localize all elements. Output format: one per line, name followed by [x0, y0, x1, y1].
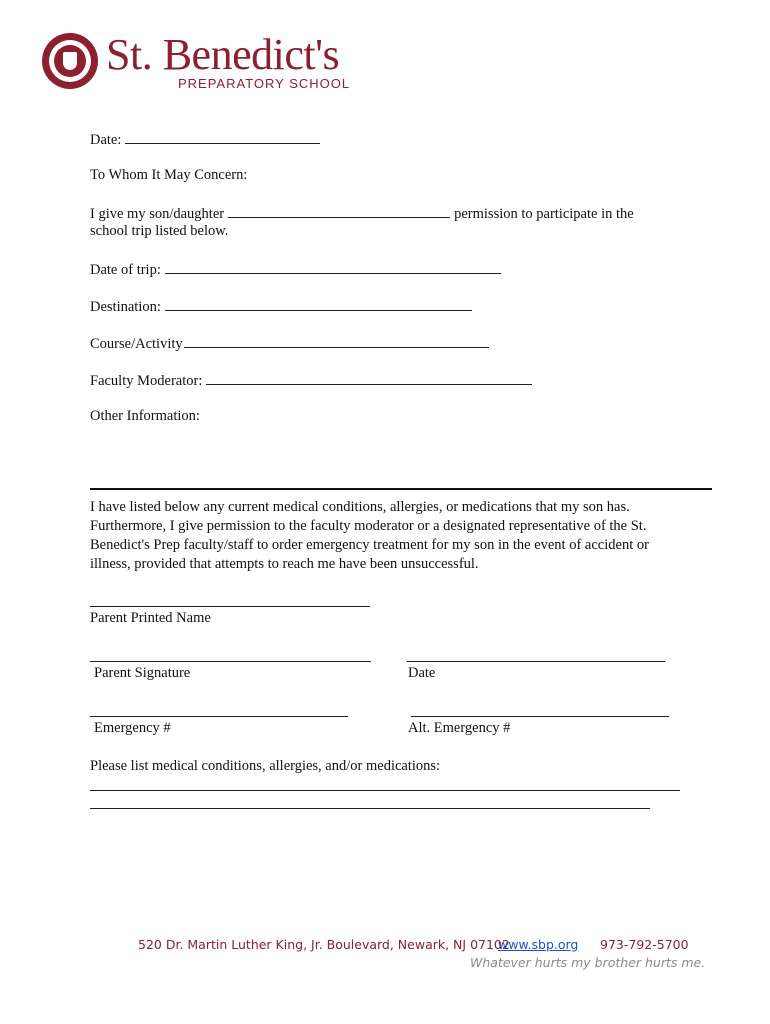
student-name-field[interactable] [228, 203, 450, 218]
footer-website-link[interactable]: www.sbp.org [498, 937, 579, 952]
medical-line-1[interactable] [90, 790, 680, 791]
school-subtitle: PREPARATORY SCHOOL [178, 76, 351, 91]
trip-date-row [90, 259, 501, 280]
medical-line-2[interactable] [90, 808, 650, 809]
parent-signature-label: Parent Signature [94, 665, 191, 681]
consent-paragraph: I have listed below any current medical conditions, allergies, or medications that my son has. Furthermore, I give permission to the faculty moderator or a designated representative of the St. Benedict's Prep faculty/staff to order emergency treatment for my son in the event of accident or illness, provided that attempts to reach me have been unsuccessful. [90, 499, 649, 572]
course-label: Course/Activity [90, 336, 183, 352]
footer-website-wrap [498, 937, 578, 952]
section-divider [90, 488, 712, 490]
footer-tagline: Whatever hurts my brother hurts me. [470, 955, 706, 970]
destination-label: Destination: [90, 299, 161, 315]
date-row [90, 129, 320, 150]
trip-date-label: Date of trip: [90, 262, 161, 278]
destination-field[interactable] [165, 296, 472, 311]
footer-phone: 973-792-5700 [600, 937, 689, 952]
permission-line2: school trip listed below. [90, 223, 229, 239]
destination-row [90, 296, 472, 317]
other-info-label: Other Information: [90, 408, 200, 424]
permission-suffix: permission to participate in the [454, 206, 634, 222]
permission-row [90, 203, 634, 224]
permission-prefix: I give my son/daughter [90, 206, 225, 222]
school-seal-icon [42, 33, 98, 89]
moderator-label: Faculty Moderator: [90, 373, 203, 389]
parent-printed-name-label: Parent Printed Name [90, 610, 211, 626]
emergency-label: Emergency # [94, 720, 171, 736]
moderator-row [90, 370, 532, 391]
school-name: St. Benedict's [106, 30, 340, 79]
medical-list-label: Please list medical conditions, allergies, and/or medications: [90, 758, 441, 774]
parent-signature-line[interactable] [90, 661, 371, 662]
alt-emergency-line[interactable] [411, 716, 669, 717]
alt-emergency-label: Alt. Emergency # [408, 720, 511, 736]
course-field[interactable] [184, 333, 489, 348]
signature-date-line[interactable] [407, 661, 665, 662]
emergency-line[interactable] [90, 716, 348, 717]
footer-address: 520 Dr. Martin Luther King, Jr. Boulevard, Newark, NJ 07102 [138, 937, 510, 952]
course-row [90, 333, 489, 354]
date-label: Date: [90, 132, 122, 148]
trip-date-field[interactable] [165, 259, 501, 274]
date-field[interactable] [125, 129, 320, 144]
salutation: To Whom It May Concern: [90, 167, 248, 183]
parent-printed-name-line[interactable] [90, 606, 370, 607]
signature-date-label: Date [408, 665, 436, 681]
moderator-field[interactable] [206, 370, 532, 385]
